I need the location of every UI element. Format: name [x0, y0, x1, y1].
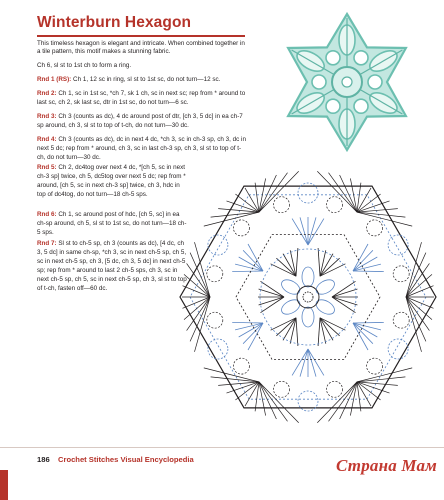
- chart-ch-space: [327, 197, 343, 213]
- round-text: Ch 2, dc4tog over next 4 dc, *[ch 5, sc in next ch-3 sp] twice, ch 5, dc5tog over next 5 dc; rep from * around, [ch 5, sc in next ch-3 sp] twice, ch 3, hdc in top of dc4tog, do not turn—18 ch-5 sps.: [37, 164, 186, 198]
- chart-dc-stitch: [357, 377, 405, 382]
- chart-dc-stitch: [317, 171, 357, 212]
- chart-ch-loop: [279, 297, 302, 317]
- chart-dc-cluster: [235, 264, 263, 271]
- chart-dc-stitch: [235, 194, 259, 212]
- chart-dc-cluster: [308, 217, 316, 245]
- round-label: Rnd 1 (RS):: [37, 76, 72, 83]
- chart-ch-loop: [279, 277, 302, 297]
- chart-round-1: [297, 286, 319, 308]
- pattern-intro: This timeless hexagon is elegant and intricate. When combined together in a tile pattern, this motif makes a stunning fabric.: [37, 40, 245, 56]
- chart-dc-stitch: [204, 368, 259, 382]
- chart-dc-shell: [290, 250, 296, 276]
- chart-dc-shell: [296, 318, 298, 346]
- chart-dc-stitch: [357, 212, 405, 217]
- chart-dc-shell: [276, 318, 296, 336]
- chart-dc-cluster: [308, 349, 324, 375]
- chart-dc-stitch: [195, 297, 211, 352]
- chart-ch-loop: [314, 297, 337, 317]
- chart-ch-space: [233, 220, 249, 236]
- chart-dc-cluster: [232, 322, 263, 323]
- chart-dc-stitch: [357, 183, 361, 212]
- chart-dc-stitch: [259, 382, 288, 421]
- chart-dc-shell: [320, 250, 326, 276]
- chart-dc-shell: [296, 248, 298, 276]
- chart-dc-stitch: [259, 171, 299, 212]
- chart-dc-cluster: [353, 264, 381, 271]
- chart-dc-stitch: [357, 188, 371, 212]
- chart-dc-stitch: [317, 382, 357, 423]
- chart-dc-cluster: [300, 217, 308, 245]
- chart-ch-space: [274, 381, 290, 397]
- chart-dc-cluster: [300, 349, 308, 377]
- chart-dc-shell: [261, 281, 285, 297]
- page-number: 186: [37, 455, 50, 464]
- chart-dc-stitch: [259, 175, 276, 212]
- chart-dc-stitch: [259, 382, 276, 419]
- chart-dc-cluster: [292, 219, 308, 245]
- chart-dc-shell: [332, 297, 357, 305]
- chart-ch-space: [393, 312, 409, 328]
- motif-loop: [368, 75, 382, 89]
- stitch-chart: [178, 152, 438, 442]
- chart-dc-cluster: [235, 323, 263, 330]
- chart-dc-stitch: [357, 194, 381, 212]
- chart-ch-loop: [302, 267, 314, 287]
- chart-dc-stitch: [329, 382, 358, 421]
- round-5: [37, 164, 187, 200]
- chart-dc-shell: [259, 297, 284, 305]
- chart-ch-space: [367, 358, 383, 374]
- round-label: Rnd 6:: [37, 211, 57, 218]
- round-text: Ch 3 (counts as dc), 4 dc around post of dtr, [ch 3, 5 dc] in ea ch-7 sp around, ch 3, sl st to top of t-ch, do not turn—30 dc.: [37, 113, 243, 129]
- chart-dc-stitch: [255, 382, 259, 411]
- round-text: Sl st to ch-5 sp, ch 3 (counts as dc), [4 dc, ch 3, 5 dc] in same ch-sp, *ch 3, sc in next ch-5 sp, ch 5, sc in next ch-5 sp, ch 3, [5 dc, ch 3, 5 dc] in next ch-5 sp; rep from * around to last 2 ch-5 sps, ch 3, sc in next ch-5 sp, ch 5, sc in next ch-5 sp, ch 3, sl st to top of t-ch, fasten off—60 dc.: [37, 240, 187, 292]
- chart-dc-stitch: [255, 183, 259, 212]
- chart-dc-shell: [318, 318, 320, 346]
- book-title: Crochet Stitches Visual Encyclopedia: [58, 455, 194, 464]
- motif-photo: [252, 12, 442, 152]
- footer-rule: [0, 447, 444, 448]
- round-text: Ch 1, 12 sc in ring, sl st to 1st sc, do not turn—12 sc.: [73, 76, 221, 83]
- motif-loop: [312, 75, 326, 89]
- chart-dc-stitch: [357, 382, 361, 411]
- round-label: Rnd 7:: [37, 240, 57, 247]
- chart-dc-stitch: [211, 377, 259, 382]
- pattern-title: Winterburn Hexagon: [37, 14, 192, 31]
- chart-dc-stitch: [204, 212, 259, 226]
- chart-dc-stitch: [259, 382, 299, 423]
- chart-foundation-ring: [303, 292, 313, 302]
- chart-round-5: [236, 235, 380, 360]
- chart-ch-space: [207, 266, 223, 282]
- chart-ch-space: [208, 339, 228, 359]
- chart-dc-stitch: [357, 212, 412, 226]
- motif-loop: [354, 51, 368, 65]
- chart-dc-shell: [320, 318, 326, 344]
- round-3: [37, 113, 249, 131]
- round-text: Ch 1, sc around post of hdc, [ch 5, sc] in ea ch-sp around, ch 5, sl st to 1st sc, do not turn—18 ch-5 sps.: [37, 211, 187, 236]
- site-watermark: Страна Мам: [336, 456, 438, 475]
- chart-ch-space: [393, 266, 409, 282]
- chart-ch-loop: [314, 277, 337, 297]
- round-6: [37, 211, 187, 238]
- chart-dc-shell: [259, 289, 284, 297]
- chart-dc-stitch: [357, 368, 412, 382]
- round-7: [37, 240, 187, 293]
- chart-dc-shell: [276, 258, 296, 276]
- chart-dc-stitch: [329, 173, 358, 212]
- chart-dc-cluster: [353, 323, 381, 330]
- chart-dc-shell: [332, 297, 356, 313]
- chart-dc-stitch: [340, 382, 357, 419]
- chart-ch-space: [274, 197, 290, 213]
- motif-loop: [326, 99, 340, 113]
- chart-ch-space: [327, 381, 343, 397]
- round-label: Rnd 3:: [37, 113, 57, 120]
- chart-ch-space: [233, 358, 249, 374]
- chart-dc-stitch: [357, 382, 371, 406]
- round-label: Rnd 4:: [37, 136, 57, 143]
- chart-dc-stitch: [245, 382, 259, 406]
- chart-ch-space: [207, 312, 223, 328]
- chart-ch-space: [367, 220, 383, 236]
- chart-dc-cluster: [353, 322, 384, 323]
- round-text: Ch 3 (counts as dc), dc in next 4 dc, *ch 3, sc in ch-3 sp, ch 3, dc in next 5 dc; rep from * around, ch 3, sc in last ch-3 sp, ch 3, sl st to top of t-ch, do not turn—30 dc.: [37, 136, 246, 161]
- round-label: Rnd 2:: [37, 90, 57, 97]
- round-label: Rnd 5:: [37, 164, 57, 171]
- chart-dc-cluster: [353, 271, 384, 272]
- round-1: [37, 76, 249, 85]
- chart-dc-shell: [261, 297, 285, 313]
- chart-dc-shell: [332, 281, 356, 297]
- chart-dc-shell: [318, 248, 320, 276]
- chart-dc-stitch: [357, 382, 381, 400]
- chart-dc-stitch: [259, 173, 288, 212]
- title-rule: [37, 35, 245, 37]
- foundation-instruction: Ch 6, sl st to 1st ch to form a ring.: [37, 62, 132, 69]
- chart-ch-space: [388, 339, 408, 359]
- chart-dc-shell: [320, 258, 340, 276]
- chart-dc-shell: [290, 318, 296, 344]
- chart-ch-loop: [302, 307, 314, 327]
- chart-dc-stitch: [235, 382, 259, 400]
- chart-dc-cluster: [292, 349, 308, 375]
- chart-dc-stitch: [245, 188, 259, 212]
- motif-loop: [354, 99, 368, 113]
- chart-dc-shell: [332, 289, 357, 297]
- chart-ch-space: [388, 235, 408, 255]
- round-text: Ch 1, sc in 1st sc, *ch 7, sk 1 ch, sc in next sc; rep from * around to last sc, ch 2, sk last sc, dtr in 1st sc, do not turn—6 sc.: [37, 90, 246, 106]
- chart-ch-space: [208, 235, 228, 255]
- chart-dc-shell: [320, 318, 340, 336]
- page-edge-tab: [0, 470, 8, 500]
- motif-loop: [326, 51, 340, 65]
- chart-dc-cluster: [232, 271, 263, 272]
- chart-dc-stitch: [211, 212, 259, 217]
- motif-center-hole: [342, 77, 352, 87]
- chart-dc-cluster: [308, 219, 324, 245]
- chart-dc-cluster: [308, 349, 316, 377]
- round-2: [37, 90, 249, 108]
